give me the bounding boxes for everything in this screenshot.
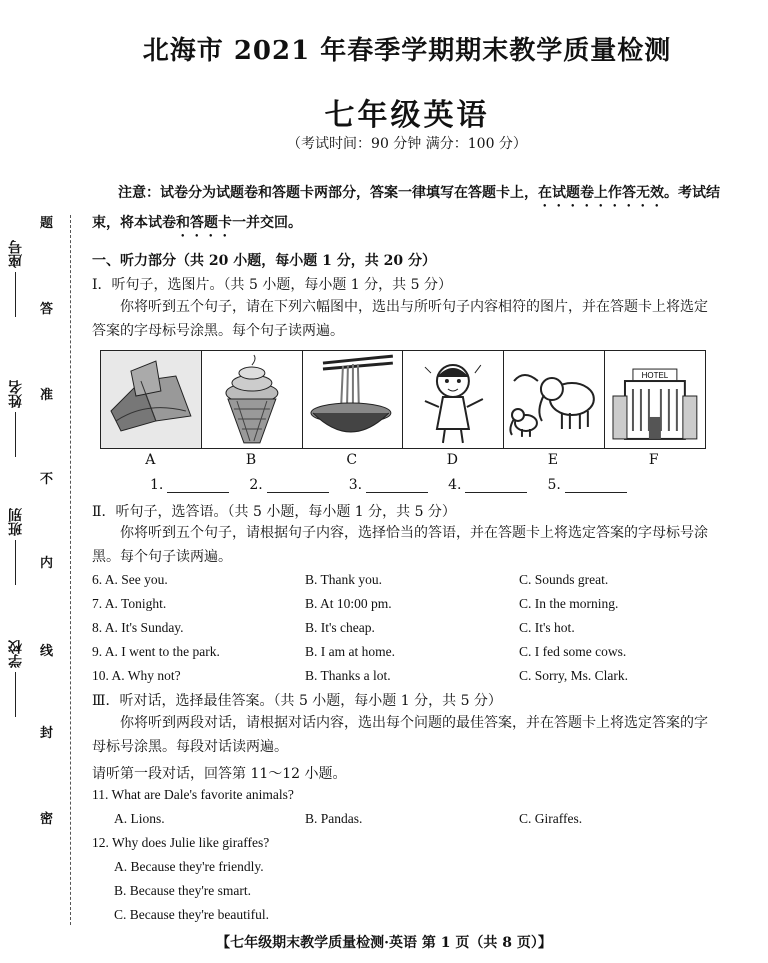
answer-blank[interactable]: 1. bbox=[150, 477, 229, 493]
answer-blank[interactable]: 4. bbox=[448, 477, 527, 493]
picture-f-hotel bbox=[605, 351, 705, 448]
picture-a-zongzi bbox=[101, 351, 202, 448]
section-heading: 一、听力部分（共 20 小题，每小题 1 分，共 20 分） bbox=[92, 253, 436, 269]
page-footer: 【七年级期末教学质量检测·英语 第 1 页（共 8 页）】 bbox=[216, 935, 552, 951]
part2-instruction: 你将听到五个句子，请根据句子内容，选择恰当的答语，并在答题卡上将选定答案的字母标号涂黑。每个句子读两遍。 bbox=[92, 525, 708, 565]
seal-char: 内 bbox=[40, 556, 54, 571]
class-field[interactable]: 班别 bbox=[6, 508, 26, 585]
school-field[interactable]: 学校 bbox=[6, 640, 26, 717]
part3-heading: Ⅲ．听对话，选择最佳答案。（共 5 小题，每小题 1 分，共 5 分） bbox=[92, 693, 502, 709]
seal-char: 密 bbox=[40, 812, 54, 827]
picture-label: B bbox=[245, 452, 257, 468]
part1-instruction: 你将听到五个句子，请在下列六幅图中，选出与所听句子内容相符的图片，并在答题卡上将选定答案的字母标号涂黑。每个句子读两遍。 bbox=[92, 299, 708, 339]
part2-heading: Ⅱ．听句子，选答语。（共 5 小题，每小题 1 分，共 5 分） bbox=[92, 504, 456, 520]
picture-labels bbox=[100, 452, 704, 468]
seal-line bbox=[70, 215, 72, 925]
seal-char: 不 bbox=[40, 472, 54, 487]
seal-char: 封 bbox=[40, 726, 54, 741]
notice: 注意：试卷分为试题卷和答题卡两部分，答案一律填写在答题卡上，在试题卷上作答无效。考试结束，将本试卷和答题卡一并交回。 bbox=[92, 185, 720, 231]
part3-instruction: 你将听到两段对话，请根据对话内容，选出每个问题的最佳答案，并在答题卡上将选定答案的字母标号涂黑。每段对话读两遍。 bbox=[92, 715, 708, 755]
seat-field[interactable]: 座号 bbox=[6, 240, 26, 317]
exam-subject: 七年级英语 bbox=[324, 98, 490, 133]
picture-label: D bbox=[446, 452, 458, 468]
picture-label: F bbox=[648, 452, 659, 468]
dialog1-intro: 请听第一段对话，回答第 11～12 小题。 bbox=[92, 766, 347, 782]
hotel-sign: HOTEL bbox=[641, 371, 669, 381]
answer-blanks bbox=[150, 477, 627, 493]
seal-char: 线 bbox=[40, 644, 54, 659]
answer-blank[interactable]: 3. bbox=[349, 477, 428, 493]
picture-d-girl bbox=[403, 351, 504, 448]
seal-char: 答 bbox=[40, 302, 54, 317]
picture-table bbox=[100, 350, 706, 449]
exam-title: 北海市 2021 年春季学期期末教学质量检测 bbox=[142, 36, 672, 66]
picture-label: C bbox=[346, 452, 358, 468]
answer-blank[interactable]: 5. bbox=[547, 477, 626, 493]
part1-heading: Ⅰ．听句子，选图片。（共 5 小题，每小题 1 分，共 5 分） bbox=[92, 277, 452, 293]
picture-e-elephants bbox=[504, 351, 605, 448]
picture-b-ice-cream bbox=[202, 351, 303, 448]
binding-margin bbox=[0, 0, 90, 963]
name-field[interactable]: 姓名 bbox=[6, 380, 26, 457]
answer-blank[interactable]: 2. bbox=[249, 477, 328, 493]
picture-label: E bbox=[547, 452, 559, 468]
picture-c-noodles bbox=[303, 351, 404, 448]
exam-info: （考试时间：90 分钟 满分：100 分） bbox=[287, 136, 527, 152]
seal-char: 题 bbox=[40, 216, 54, 231]
seal-char: 准 bbox=[40, 388, 54, 403]
picture-label: A bbox=[145, 452, 156, 468]
